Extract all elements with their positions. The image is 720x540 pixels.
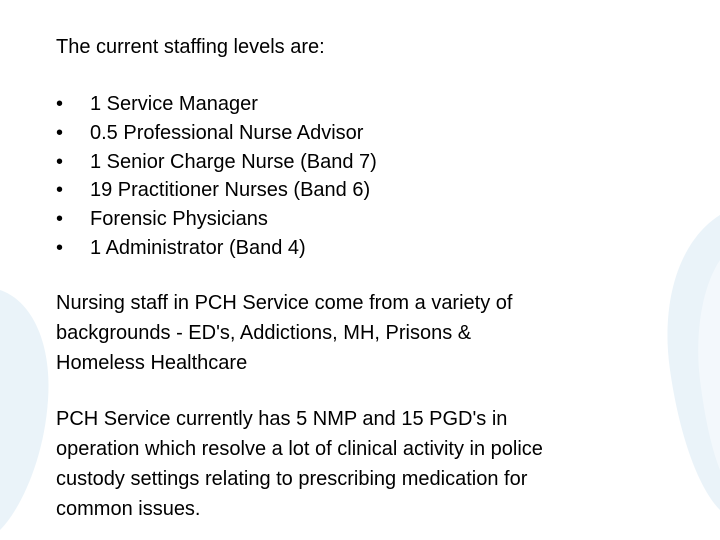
staffing-list [56,90,377,263]
paragraph-line: operation which resolve a lot of clinical activity in police [56,438,543,460]
list-item-text: 1 Administrator (Band 4) [90,236,306,259]
list-item-text: 1 Senior Charge Nurse (Band 7) [90,150,377,173]
bullet-icon: • [56,150,64,173]
bullet-icon: • [56,121,64,144]
paragraph-line: common issues. [56,498,201,520]
list-item-text: 0.5 Professional Nurse Advisor [90,121,364,144]
list-item-text: 1 Service Manager [90,93,258,115]
list-item-text: 19 Practitioner Nurses (Band 6) [90,179,371,202]
nmp-pgd-paragraph [56,404,656,524]
bullet-icon: • [56,179,64,202]
paragraph-line: custody settings relating to prescribing medication for [56,468,528,490]
list-item [56,148,377,177]
list-item [56,234,377,263]
list-item [56,119,377,148]
paragraph-line: Homeless Healthcare [56,352,248,374]
paragraph-line: PCH Service currently has 5 NMP and 15 PGD's in [56,408,508,430]
bullet-icon: • [56,93,64,115]
list-item [56,176,377,205]
paragraph-line: Nursing staff in PCH Service come from a variety of [56,292,513,314]
list-item-text: Forensic Physicians [90,208,268,231]
list-item [56,205,377,234]
list-item [56,90,377,119]
nursing-background-paragraph [56,288,656,378]
bullet-icon: • [56,236,64,259]
slide-heading: The current staffing levels are: [56,36,325,58]
bullet-icon: • [56,208,64,231]
paragraph-line: backgrounds - ED's, Addictions, MH, Prisons & [56,322,472,344]
